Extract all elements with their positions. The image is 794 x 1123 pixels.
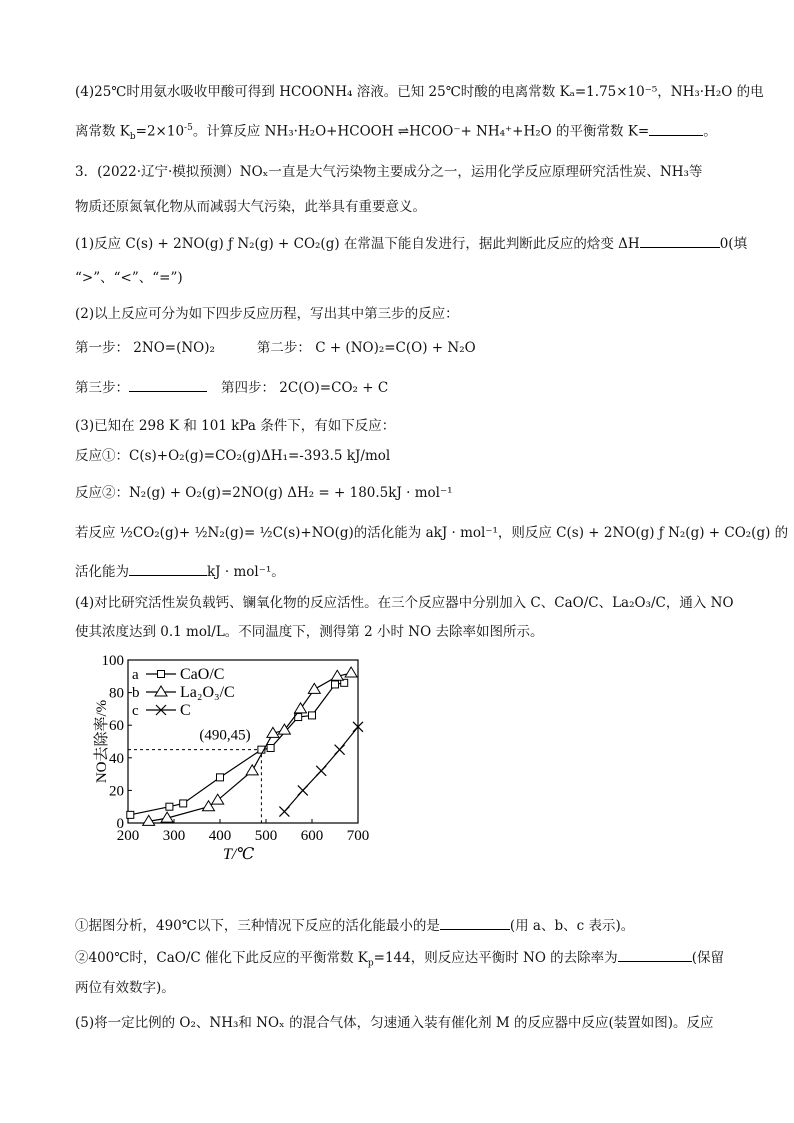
y-tick-label: 80 <box>109 685 124 702</box>
no-removal-chart <box>94 648 388 878</box>
q2-steps-row1 <box>75 338 476 358</box>
q1-line2: “>”、“<”、“=”) <box>75 270 183 286</box>
q2-steps-row2 <box>75 377 388 398</box>
data-point-b <box>295 703 307 713</box>
legend-marker-b <box>155 686 167 696</box>
reaction2: 反应②：N₂(g) + O₂(g)=2NO(g) ΔH₂ = + 180.5kJ · mol⁻¹ <box>75 485 453 501</box>
data-point-a <box>267 745 274 752</box>
y-tick-label: 0 <box>116 816 124 832</box>
answer-blank[interactable] <box>618 947 692 962</box>
q3-line4: 若反应 ½CO₂(g)+ ½N₂(g)= ½C(s)+NO(g)的活化能为 akJ · mol⁻¹，则反应 C(s) + 2NO(g) ƒ N₂(g) + CO₂(g) 的 <box>75 525 789 541</box>
answer-blank[interactable] <box>129 561 207 576</box>
annotation-label: (490,45) <box>199 727 251 744</box>
data-point-a <box>166 803 173 810</box>
prev-q4-line2: 离常数 $K_b=2\times 10^{-5}$。计算反应 NH₃·H₂O+HCOOH ⇌HCOO⁻+ NH₄⁺+H₂O 的平衡常数 K= 。 <box>75 118 717 147</box>
y-tick-label: 20 <box>109 783 124 800</box>
step1: 第一步： 2NO=(NO)₂ <box>75 340 215 356</box>
q3-line1: (3)已知在 298 K 和 101 kPa 条件下，有如下反应： <box>75 418 396 434</box>
data-point-b <box>246 765 258 775</box>
data-point-a <box>127 811 134 818</box>
q5-line1: (5)将一定比例的 O₂、NH₃和 NOₓ 的混合气体，匀速通入装有催化剂 M 的反应器中反应(装置如图)。反应 <box>75 1015 714 1031</box>
y-tick-label: 60 <box>109 718 124 735</box>
series-line-c <box>284 727 358 812</box>
data-point-c <box>298 785 308 795</box>
q4-line1: (4)对比研究活性炭负载钙、镧氧化物的反应活性。在三个反应器中分别加入 C、CaO/C、La₂O₃/C，通入 NO <box>75 595 734 611</box>
answer-blank[interactable] <box>649 121 703 136</box>
data-point-a <box>217 774 224 781</box>
x-tick-label: 200 <box>116 828 140 844</box>
q3-intro-line1: 3．(2022·辽宁·模拟预测）NOₓ一直是大气污染物主要成分之一，运用化学反应原理研究活性炭、NH₃等 <box>75 164 703 180</box>
q4-line2: 使其浓度达到 0.1 mol/L。不同温度下，测得第 2 小时 NO 去除率如图所示。 <box>75 624 544 640</box>
q2-line1: (2)以上反应可分为如下四步反应历程，写出其中第三步的反应： <box>75 306 459 322</box>
chart-svg <box>94 648 388 878</box>
legend-marker-a <box>158 671 165 678</box>
legend-letter-c: c <box>132 703 139 719</box>
q3-line5: 活化能为 kJ · mol⁻¹。 <box>75 561 285 582</box>
q3-intro-line2: 物质还原氮氧化物从而减弱大气污染，此举具有重要意义。 <box>75 199 426 215</box>
legend-name-c: C <box>180 702 191 719</box>
x-axis-label: T/℃ <box>223 846 255 863</box>
legend-name-a: CaO/C <box>180 666 225 683</box>
y-tick-label: 40 <box>109 750 124 767</box>
data-point-c <box>335 745 345 755</box>
annotation-guide <box>128 750 261 823</box>
data-point-c <box>279 807 289 817</box>
x-tick-label: 500 <box>254 828 278 844</box>
reaction1: 反应①：C(s)+O₂(g)=CO₂(g)ΔH₁=-393.5 kJ/mol <box>75 448 391 464</box>
legend-letter-b: b <box>132 685 140 701</box>
q4-sub2-line1: ②400℃时，CaO/C 催化下此反应的平衡常数 $K_p=144$，则反应达平衡时 NO 的去除率为 (保留 <box>75 947 724 974</box>
data-point-b <box>345 667 357 677</box>
data-point-c <box>316 766 326 776</box>
q4-sub2-line2: 两位有效数字)。 <box>75 980 175 996</box>
answer-blank[interactable] <box>129 377 207 392</box>
q1-line1: (1)反应 C(s) + 2NO(g) ƒ N₂(g) + CO₂(g) 在常温下能自发进行，据此判断此反应的焓变 ΔH 0(填 <box>75 233 747 254</box>
series-line-a <box>130 683 344 815</box>
answer-blank[interactable] <box>640 233 720 248</box>
data-point-b <box>308 683 320 693</box>
data-point-a <box>309 712 316 719</box>
y-tick-label: 100 <box>101 653 124 669</box>
x-tick-label: 600 <box>300 828 324 844</box>
legend-name-b: La₂O₃/C <box>180 684 235 701</box>
y-axis-label: NO去除率/% <box>94 699 110 784</box>
x-tick-label: 300 <box>162 828 186 844</box>
data-point-b <box>278 724 290 734</box>
step2: 第二步： C + (NO)₂=C(O) + N₂O <box>256 340 476 356</box>
legend-letter-a: a <box>132 667 139 683</box>
prev-q4-line1: (4)25℃时用氨水吸收甲酸可得到 HCOONH₄ 溶液。已知 25℃时酸的电离常数 Kₐ=1.75×10⁻⁵，NH₃·H₂O 的电 <box>75 84 764 100</box>
x-tick-label: 400 <box>208 828 232 844</box>
q4-sub1: ①据图分析，490℃以下，三种情况下反应的活化能最小的是 (用 a、b、c 表示)。 <box>75 915 634 936</box>
data-point-a <box>332 681 339 688</box>
data-point-b <box>212 794 224 804</box>
answer-blank[interactable] <box>440 915 510 930</box>
step3: 第三步： <box>75 380 129 396</box>
data-point-a <box>180 800 187 807</box>
step4: 第四步： 2C(O)=CO₂ + C <box>221 380 389 396</box>
x-tick-label: 700 <box>346 828 370 844</box>
